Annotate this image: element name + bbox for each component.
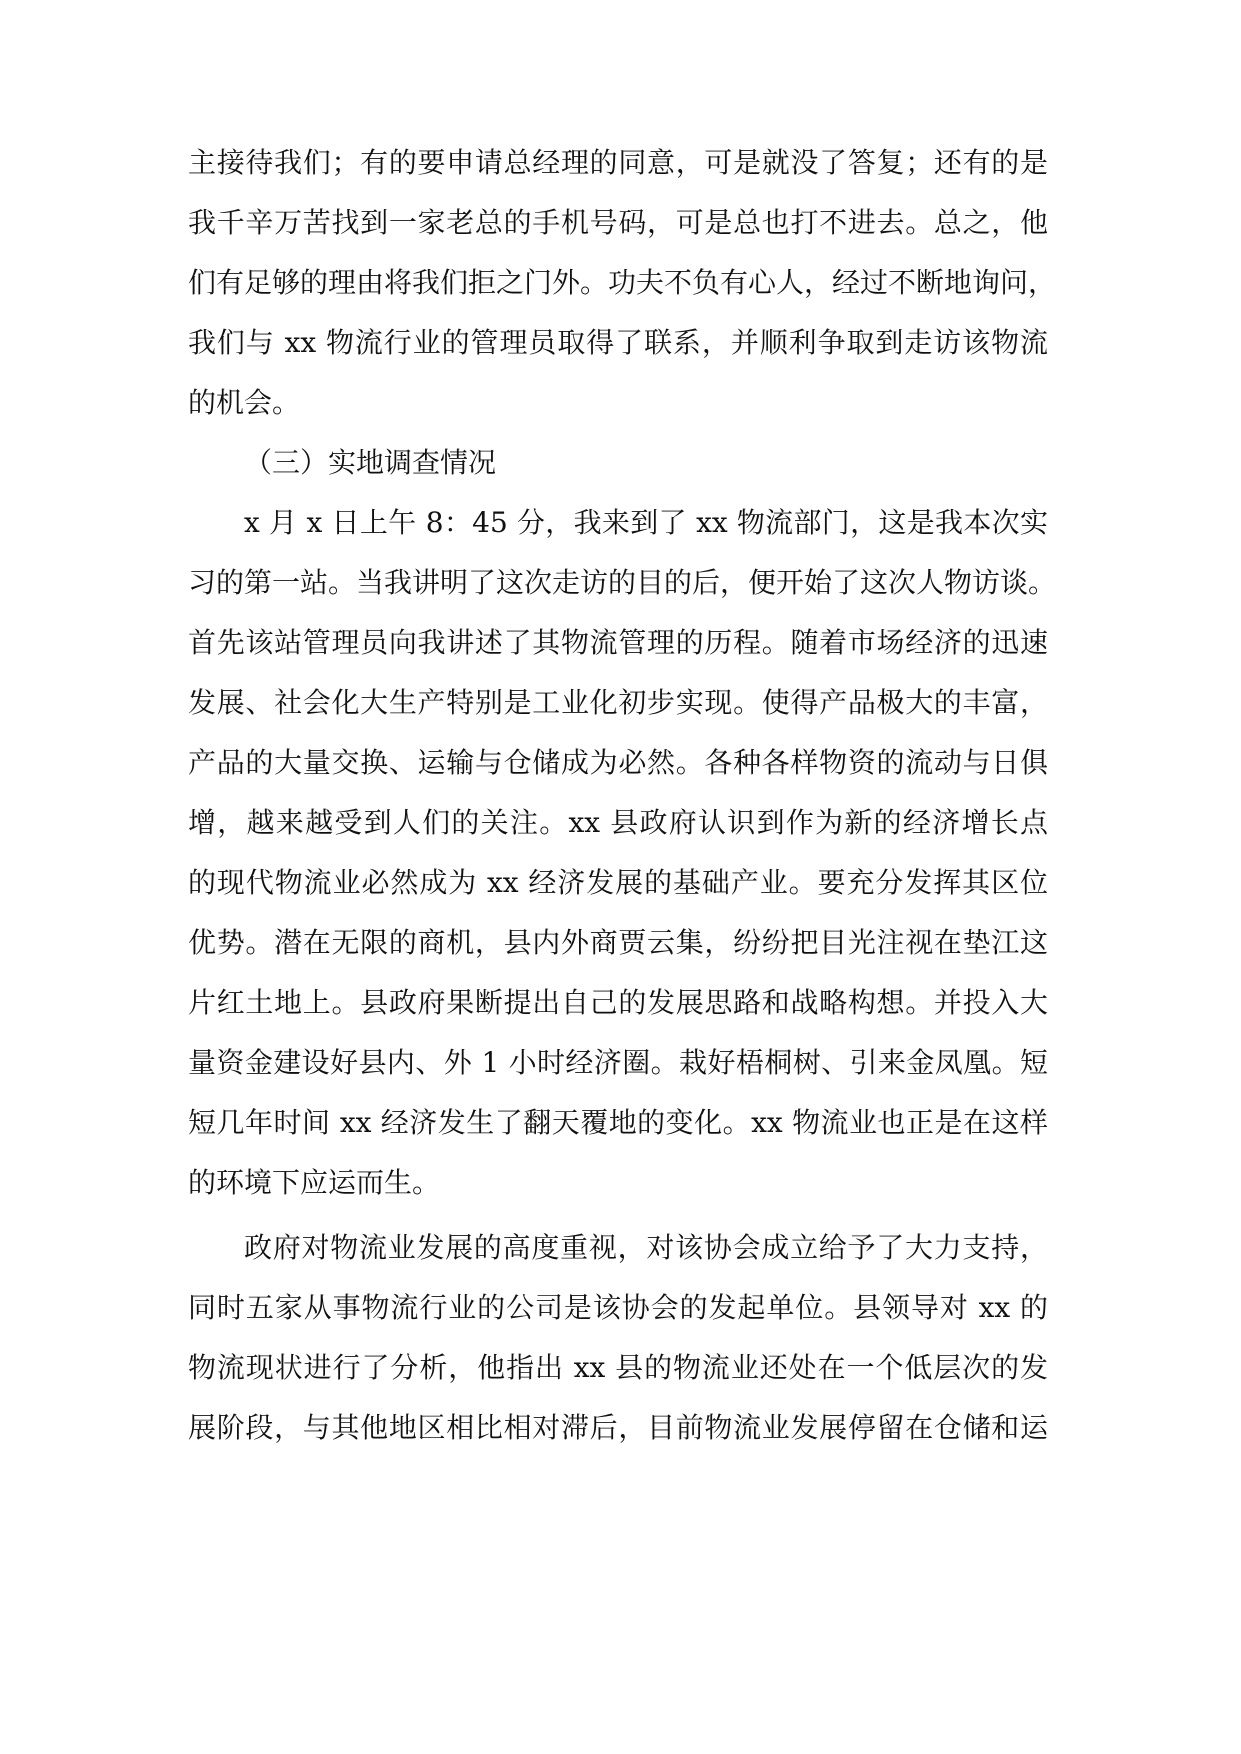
paragraph-line: 优势。潜在无限的商机，县内外商贾云集，纷纷把目光注视在垫江这	[188, 926, 1048, 959]
paragraph-line: x 月 x 日上午 8：45 分，我来到了 xx 物流部门，这是我本次实	[244, 506, 1048, 539]
paragraph-line: 主接待我们；有的要申请总经理的同意，可是就没了答复；还有的是	[188, 146, 1048, 179]
paragraph-line: 的环境下应运而生。	[188, 1166, 441, 1199]
paragraph-line: 的机会。	[188, 386, 301, 419]
paragraph-line: 发展、社会化大生产特别是工业化初步实现。使得产品极大的丰富，	[188, 686, 1048, 719]
paragraph-line: 我千辛万苦找到一家老总的手机号码，可是总也打不进去。总之，他	[188, 206, 1048, 239]
paragraph-line: 展阶段，与其他地区相比相对滞后，目前物流业发展停留在仓储和运	[188, 1411, 1048, 1444]
paragraph-line: 产品的大量交换、运输与仓储成为必然。各种各样物资的流动与日俱	[188, 746, 1048, 779]
paragraph-line: 增，越来越受到人们的关注。xx 县政府认识到作为新的经济增长点	[188, 806, 1048, 839]
paragraph-line: 习的第一站。当我讲明了这次走访的目的后，便开始了这次人物访谈。	[188, 566, 1057, 599]
paragraph-line: 片红土地上。县政府果断提出自己的发展思路和战略构想。并投入大	[188, 986, 1048, 1019]
paragraph-line: 物流现状进行了分析，他指出 xx 县的物流业还处在一个低层次的发	[188, 1351, 1048, 1384]
paragraph-line: 们有足够的理由将我们拒之门外。功夫不负有心人，经过不断地询问，	[188, 266, 1057, 299]
section-heading: （三）实地调查情况	[244, 446, 497, 479]
paragraph-line: 首先该站管理员向我讲述了其物流管理的历程。随着市场经济的迅速	[188, 626, 1048, 659]
paragraph-line: 我们与 xx 物流行业的管理员取得了联系，并顺利争取到走访该物流	[188, 326, 1048, 359]
paragraph-line: 短几年时间 xx 经济发生了翻天覆地的变化。xx 物流业也正是在这样	[188, 1106, 1048, 1139]
paragraph-line: 量资金建设好县内、外 1 小时经济圈。栽好梧桐树、引来金凤凰。短	[188, 1046, 1048, 1079]
paragraph-line: 同时五家从事物流行业的公司是该协会的发起单位。县领导对 xx 的	[188, 1291, 1048, 1324]
paragraph-line: 的现代物流业必然成为 xx 经济发展的基础产业。要充分发挥其区位	[188, 866, 1048, 899]
paragraph-line: 政府对物流业发展的高度重视，对该协会成立给予了大力支持，	[244, 1231, 1048, 1264]
